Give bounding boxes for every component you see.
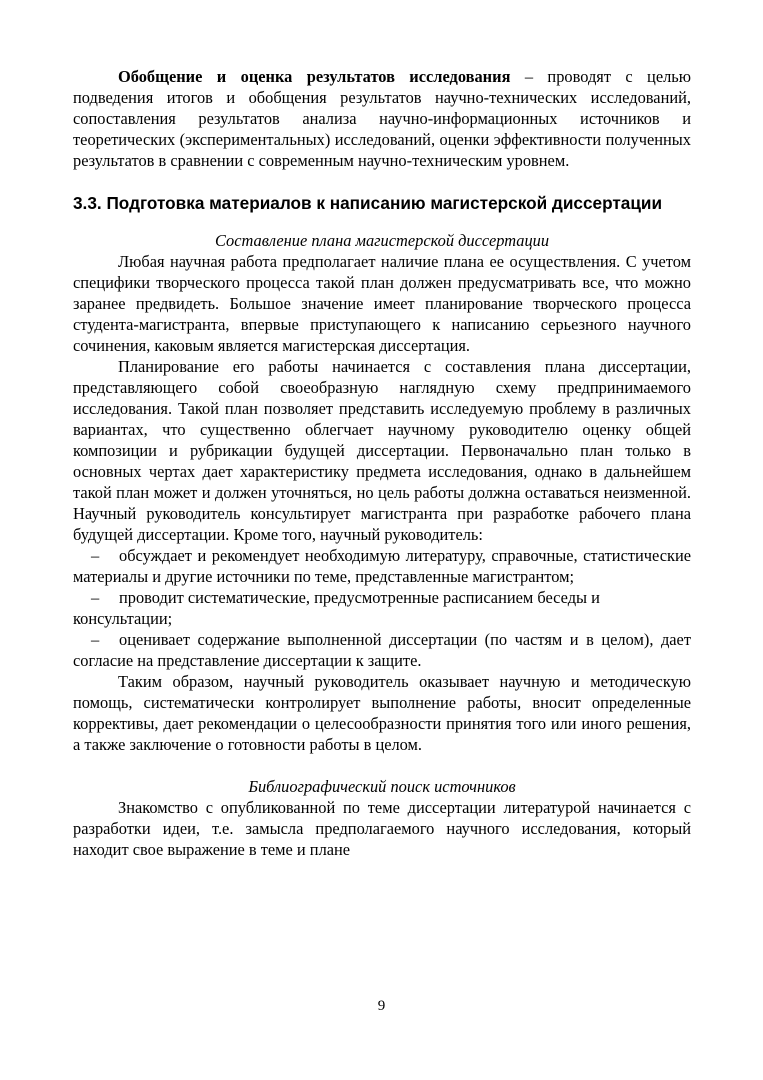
list-dash: –: [91, 546, 100, 565]
paragraph-3: Таким образом, научный руководитель оказывает научную и методическую помощь, систематически контролирует выполнение работы, вносит определенные коррективы, дает рекомендации о целесообразности принятия того или иного решения, а также заключение о готовности работы в целом.: [73, 672, 691, 754]
list-item-text: обсуждает и рекомендует необходимую литературу, справочные, статистические материалы и другие источники по теме, представленные магистрантом;: [73, 546, 691, 586]
list-item-text: проводит систематические, предусмотренные расписанием беседы и консультации;: [73, 588, 600, 628]
list-item: [73, 629, 691, 671]
subheading-biblio: Библиографический поиск источников: [248, 777, 516, 796]
list-item: [73, 545, 691, 587]
section-heading: 3.3. Подготовка материалов к написанию магистерской диссертации: [73, 193, 663, 213]
subheading-plan: Составление плана магистерской диссертации: [214, 231, 550, 250]
list-item: [73, 587, 691, 629]
page-content: [73, 66, 691, 860]
list-dash: –: [91, 588, 100, 607]
list-dash: –: [91, 630, 100, 649]
intro-text: – проводят с целью подведения итогов и обобщения результатов научно-технических исследований, сопоставления результатов анализа научно-информационных источников и теоретических (экспериментальных) исследований, оценки эффективности полученных результатов в сравнении с современным научно-техническим уровнем.: [73, 67, 691, 170]
intro-bold-term: Обобщение и оценка результатов исследования: [118, 67, 511, 86]
paragraph-2: Планирование его работы начинается с составления плана диссертации, представляющего собой своеобразную наглядную схему предпринимаемого исследования. Такой план позволяет представить исследуемую проблему в различных вариантах, что существенно облегчает научному руководителю оценку общей композиции и рубрикации будущей диссертации. Первоначально план только в основных чертах дает характеристику предмета исследования, однако в дальнейшем такой план может и должен уточняться, но цель работы должна оставаться неизменной. Научный руководитель консультирует магистранта при разработке рабочего плана будущей диссертации. Кроме того, научный руководитель:: [73, 357, 691, 544]
intro-paragraph: [73, 66, 691, 171]
list-item-text: оценивает содержание выполненной диссертации (по частям и в целом), дает согласие на представление диссертации к защите.: [73, 630, 691, 670]
paragraph-1: Любая научная работа предполагает наличие плана ее осуществления. С учетом специфики творческого процесса такой план должен предусматривать все, что можно заранее предвидеть. Большое значение имеет планирование творческого процесса студента-магистранта, впервые приступающего к написанию серьезного научного сочинения, каковым является магистерская диссертация.: [73, 252, 691, 355]
page-number: 9: [377, 998, 386, 1014]
paragraph-4: Знакомство с опубликованной по теме диссертации литературой начинается с разработки идеи, т.е. замысла предполагаемого научного исследования, который находит свое выражение в теме и плане: [73, 798, 691, 859]
